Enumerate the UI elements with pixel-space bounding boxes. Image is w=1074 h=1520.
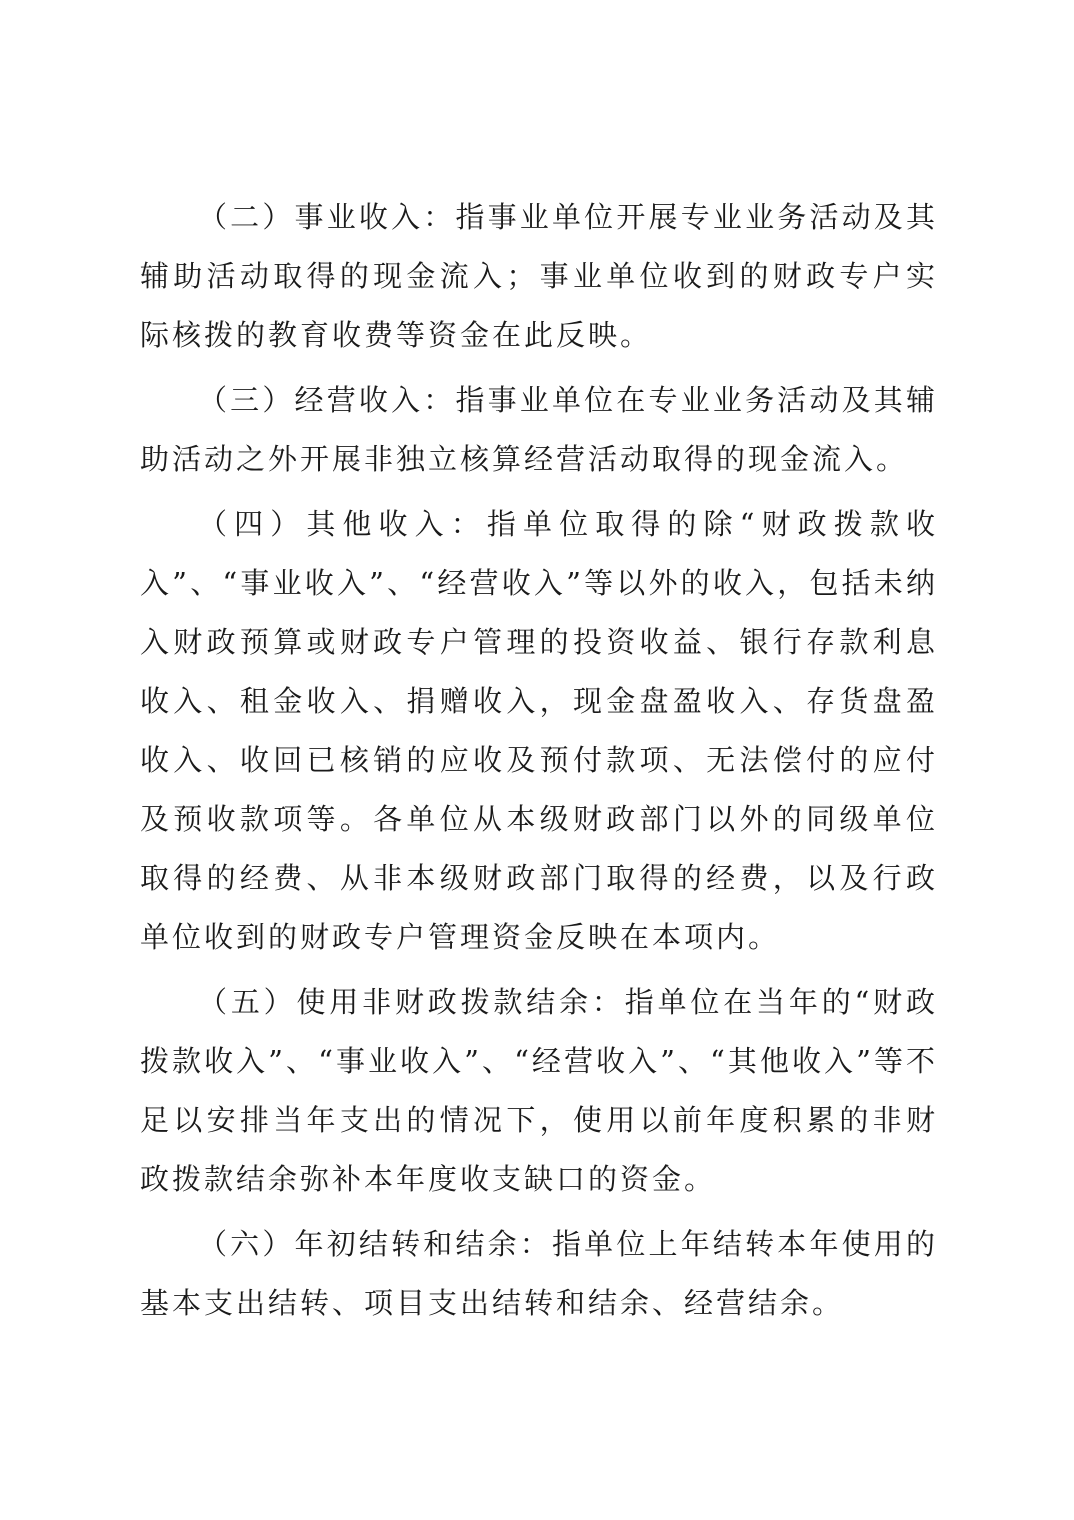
document-body <box>140 188 938 1339</box>
paragraph-business-income: （二）事业收入：指事业单位开展专业业务活动及其辅助活动取得的现金流入；事业单位收到的财政专户实际核拨的教育收费等资金在此反映。 <box>140 200 938 352</box>
paragraph-operating-income: （三）经营收入：指事业单位在专业业务活动及其辅助活动之外开展非独立核算经营活动取得的现金流入。 <box>140 383 938 476</box>
paragraph-other-income: （四）其他收入：指单位取得的除“财政拨款收入”、“事业收入”、“经营收入”等以外的收入，包括未纳入财政预算或财政专户管理的投资收益、银行存款利息收入、租金收入、捐赠收入，现金盘盈收入、存货盘盈收入、收回已核销的应收及预付款项、无法偿付的应付及预收款项等。各单位从本级财政部门以外的同级单位取得的经费、从非本级财政部门取得的经费，以及行政单位收到的财政专户管理资金反映在本项内。 <box>140 507 938 954</box>
paragraph-carryover-surplus: （六）年初结转和结余：指单位上年结转本年使用的基本支出结转、项目支出结转和结余、经营结余。 <box>140 1227 938 1320</box>
paragraph-non-fiscal-surplus: （五）使用非财政拨款结余：指单位在当年的“财政拨款收入”、“事业收入”、“经营收入”、“其他收入”等不足以安排当年支出的情况下，使用以前年度积累的非财政拨款结余弥补本年度收支缺口的资金。 <box>140 985 938 1196</box>
